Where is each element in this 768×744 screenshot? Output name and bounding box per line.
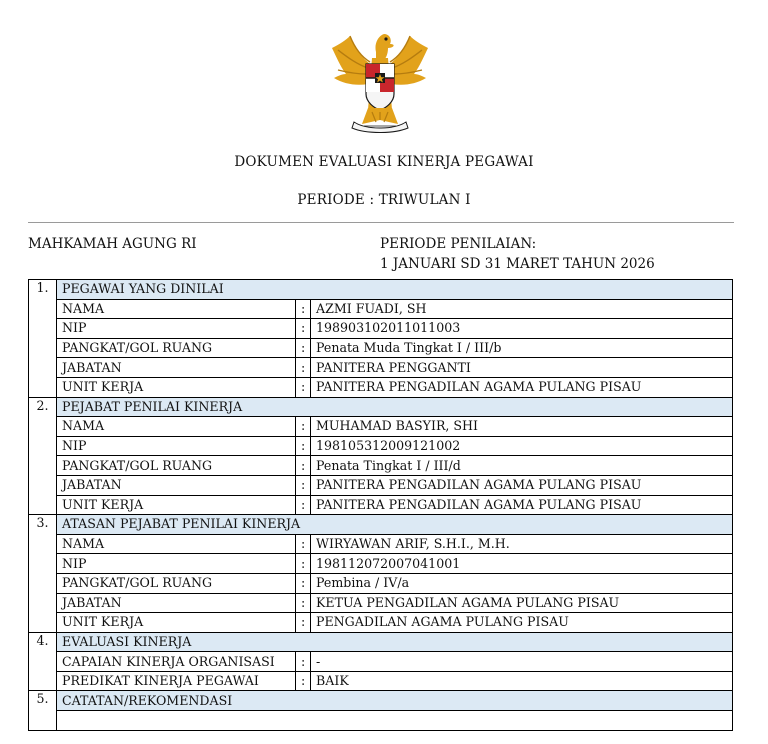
section-header-row (29, 280, 733, 300)
field-label: PANGKAT/GOL RUANG (57, 338, 296, 358)
field-separator: : (296, 593, 311, 613)
table-row (29, 652, 733, 672)
table-row (29, 319, 733, 339)
field-separator: : (296, 475, 311, 495)
field-label: NAMA (57, 417, 296, 437)
field-value: MUHAMAD BASYIR, SHI (311, 417, 733, 437)
field-label: NAMA (57, 534, 296, 554)
section-title: ATASAN PEJABAT PENILAI KINERJA (57, 515, 733, 535)
field-label: UNIT KERJA (57, 495, 296, 515)
section-number: 2. (29, 397, 57, 515)
field-label: PANGKAT/GOL RUANG (57, 573, 296, 593)
field-value: PENGADILAN AGAMA PULANG PISAU (311, 613, 733, 633)
evaluation-table (28, 279, 733, 731)
field-separator: : (296, 495, 311, 515)
table-row (29, 671, 733, 691)
field-value: PANITERA PENGGANTI (311, 358, 733, 378)
section-header-row (29, 397, 733, 417)
table-row (29, 417, 733, 437)
section-title: CATATAN/REKOMENDASI (57, 691, 733, 711)
field-separator: : (296, 613, 311, 633)
field-value: 198903102011011003 (311, 319, 733, 339)
field-separator: : (296, 299, 311, 319)
field-value: 198105312009121002 (311, 436, 733, 456)
field-separator: : (296, 554, 311, 574)
field-separator: : (296, 456, 311, 476)
assessment-period-value: 1 JANUARI SD 31 MARET TAHUN 2026 (380, 256, 655, 272)
garuda-emblem-icon (326, 22, 434, 136)
table-row (29, 613, 733, 633)
notes-area (57, 711, 733, 731)
document-title: DOKUMEN EVALUASI KINERJA PEGAWAI (234, 154, 534, 170)
section-number: 3. (29, 515, 57, 633)
section-number: 4. (29, 632, 57, 691)
field-value: Penata Tingkat I / III/d (311, 456, 733, 476)
field-separator: : (296, 573, 311, 593)
field-separator: : (296, 319, 311, 339)
field-value: Penata Muda Tingkat I / III/b (311, 338, 733, 358)
field-label: CAPAIAN KINERJA ORGANISASI (57, 652, 296, 672)
organization-name: MAHKAMAH AGUNG RI (28, 236, 197, 252)
field-separator: : (296, 652, 311, 672)
field-label: JABATAN (57, 475, 296, 495)
section-header-row (29, 691, 733, 711)
field-value: PANITERA PENGADILAN AGAMA PULANG PISAU (311, 495, 733, 515)
field-value: 198112072007041001 (311, 554, 733, 574)
table-row (29, 377, 733, 397)
table-row (29, 573, 733, 593)
section-number: 5. (29, 691, 57, 730)
field-value: - (311, 652, 733, 672)
divider (28, 222, 734, 223)
assessment-period-label: PERIODE PENILAIAN: (380, 236, 537, 252)
field-label: PREDIKAT KINERJA PEGAWAI (57, 671, 296, 691)
field-value: AZMI FUADI, SH (311, 299, 733, 319)
table-row (29, 299, 733, 319)
table-row (29, 495, 733, 515)
table-row (29, 554, 733, 574)
table-row (29, 358, 733, 378)
table-row (29, 534, 733, 554)
field-value: Pembina / IV/a (311, 573, 733, 593)
section-title: EVALUASI KINERJA (57, 632, 733, 652)
field-separator: : (296, 671, 311, 691)
field-value: KETUA PENGADILAN AGAMA PULANG PISAU (311, 593, 733, 613)
field-value: WIRYAWAN ARIF, S.H.I., M.H. (311, 534, 733, 554)
table-row (29, 436, 733, 456)
field-separator: : (296, 436, 311, 456)
field-value: BAIK (311, 671, 733, 691)
field-separator: : (296, 417, 311, 437)
table-row (29, 475, 733, 495)
section-title: PEJABAT PENILAI KINERJA (57, 397, 733, 417)
field-label: JABATAN (57, 358, 296, 378)
field-label: UNIT KERJA (57, 613, 296, 633)
field-value: PANITERA PENGADILAN AGAMA PULANG PISAU (311, 475, 733, 495)
field-label: JABATAN (57, 593, 296, 613)
field-separator: : (296, 377, 311, 397)
document-period: PERIODE : TRIWULAN I (297, 192, 471, 208)
table-row (29, 593, 733, 613)
field-value: PANITERA PENGADILAN AGAMA PULANG PISAU (311, 377, 733, 397)
section-header-row (29, 632, 733, 652)
section-header-row (29, 515, 733, 535)
notes-empty-row (29, 711, 733, 731)
section-title: PEGAWAI YANG DINILAI (57, 280, 733, 300)
table-row (29, 456, 733, 476)
section-number: 1. (29, 280, 57, 398)
field-label: UNIT KERJA (57, 377, 296, 397)
field-separator: : (296, 338, 311, 358)
field-separator: : (296, 358, 311, 378)
table-row (29, 338, 733, 358)
field-label: PANGKAT/GOL RUANG (57, 456, 296, 476)
field-label: NIP (57, 436, 296, 456)
field-label: NIP (57, 319, 296, 339)
field-separator: : (296, 534, 311, 554)
field-label: NAMA (57, 299, 296, 319)
field-label: NIP (57, 554, 296, 574)
